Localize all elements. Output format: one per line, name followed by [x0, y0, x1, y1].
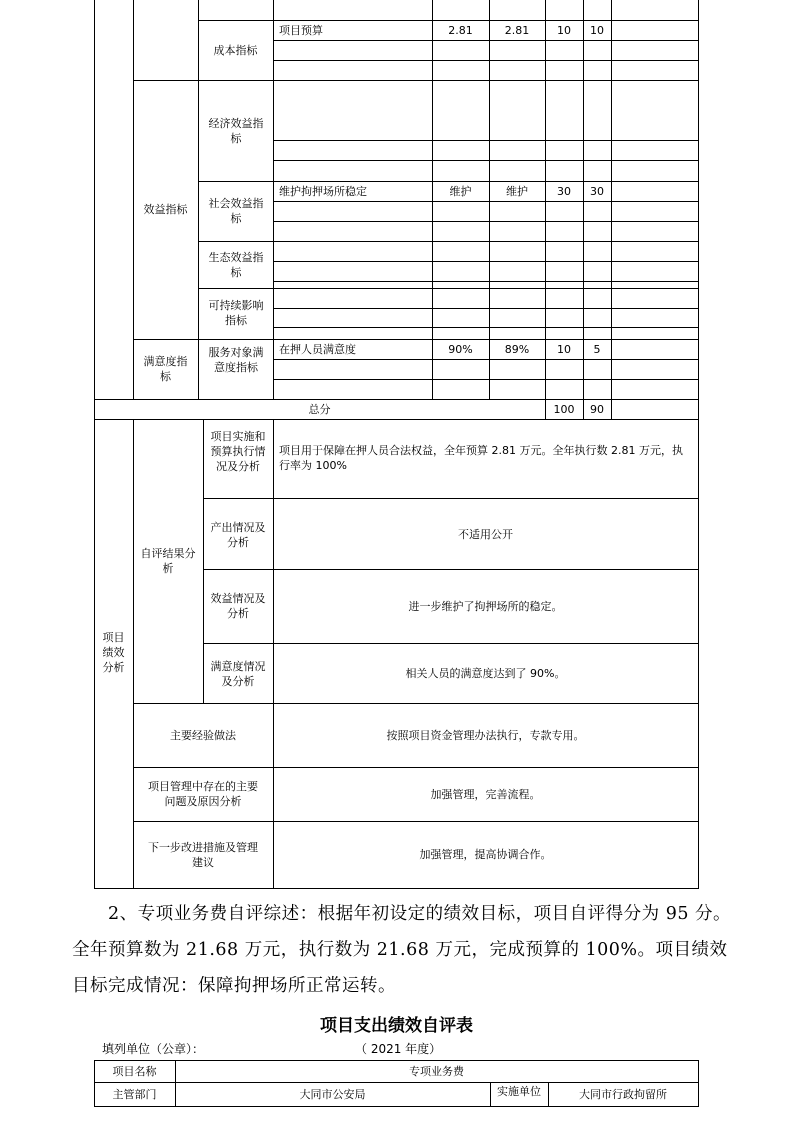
dept-value: 大同市公安局 [299, 1088, 366, 1101]
summary-paragraph: 2、专项业务费自评综述：根据年初设定的绩效目标，项目自评得分为 95 分。全年预算数为 21.68 万元，执行数为 21.68 万元，完成预算的 100%。项目绩效目标完成情况：保障拘押场所正常运转。 [72, 904, 732, 996]
social-row-actual: 维护 [506, 185, 528, 198]
cost-row-actual: 2.81 [504, 24, 530, 37]
analysis-item-label: 项目实施和预算执行情况及分析 [210, 430, 266, 473]
satisfaction-row-score: 5 [593, 343, 601, 356]
dept-label: 主管部门 [112, 1088, 157, 1101]
improvement-text: 加强管理，提高协调合作。 [419, 848, 552, 861]
impl-value: 大同市行政拘留所 [579, 1088, 667, 1101]
satisfaction-row-actual: 89% [504, 343, 530, 356]
evaluation-table-title: 项目支出绩效自评表 [320, 1016, 473, 1036]
project-name-label: 项目名称 [112, 1065, 157, 1078]
performance-analysis-label: 项目绩效分析 [102, 631, 125, 674]
benefit-indicator-label: 效益指标 [143, 203, 188, 216]
experience-text: 按照项目资金管理办法执行，专款专用。 [386, 729, 585, 742]
social-benefit-label: 社会效益指标 [208, 197, 264, 225]
sustain-impact-label: 可持续影响指标 [208, 299, 264, 327]
cost-row-score: 10 [590, 24, 604, 37]
economic-benefit-label: 经济效益指标 [208, 117, 264, 145]
year-label: （ 2021 年度） [355, 1042, 442, 1056]
experience-label: 主要经验做法 [170, 729, 236, 742]
analysis-item-label: 产出情况及分析 [210, 521, 266, 549]
analysis-item-text: 进一步维护了拘押场所的稳定。 [408, 600, 563, 613]
cost-row-target: 2.81 [448, 24, 473, 37]
self-eval-result-label: 自评结果分析 [140, 547, 196, 575]
cost-row-weight: 10 [557, 24, 571, 37]
social-row-target: 维护 [449, 185, 472, 198]
problems-label: 项目管理中存在的主要问题及原因分析 [148, 780, 258, 808]
social-row-score: 30 [590, 185, 604, 198]
analysis-item-text: 项目用于保障在押人员合法权益，全年预算 2.81 万元。全年执行数 2.81 万元，执行率为 100% [279, 444, 683, 472]
fill-unit-label: 填列单位（公章）： [102, 1042, 205, 1056]
cost-indicator-label: 成本指标 [213, 44, 258, 57]
service-satisfaction-label: 服务对象满意度指标 [208, 346, 264, 374]
analysis-item-label: 效益情况及分析 [210, 592, 266, 620]
satisfaction-row-weight: 10 [557, 343, 571, 356]
satisfaction-row-name: 在押人员满意度 [279, 343, 356, 356]
cost-row-name: 项目预算 [279, 24, 323, 37]
total-weight: 100 [553, 403, 575, 416]
problems-text: 加强管理，完善流程。 [430, 788, 541, 801]
total-score: 90 [590, 403, 604, 416]
analysis-item-text: 不适用公开 [458, 528, 513, 541]
social-row-name: 维护拘押场所稳定 [279, 185, 367, 198]
social-row-weight: 30 [557, 185, 571, 198]
analysis-item-label: 满意度情况及分析 [210, 660, 266, 688]
improvement-label: 下一步改进措施及管理建议 [148, 841, 258, 869]
total-label: 总分 [308, 403, 331, 416]
impl-label: 实施单位 [497, 1085, 541, 1098]
project-name-value: 专项业务费 [409, 1065, 464, 1078]
satisfaction-indicator-label: 满意度指标 [143, 355, 188, 383]
ecological-benefit-label: 生态效益指标 [208, 251, 264, 279]
satisfaction-row-target: 90% [448, 343, 473, 356]
analysis-item-text: 相关人员的满意度达到了 90%。 [405, 667, 566, 680]
